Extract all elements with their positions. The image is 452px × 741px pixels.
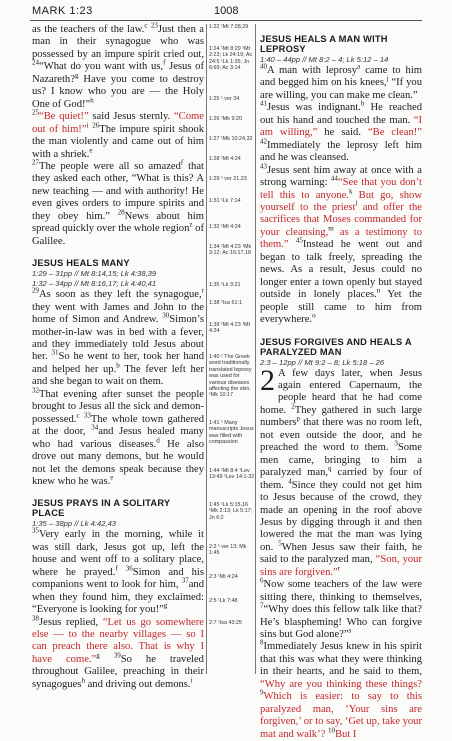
- cross-reference-note: 1:25 ¹ ver 34: [209, 96, 240, 102]
- words-of-jesus: But go, show yourself to the priest: [260, 189, 422, 213]
- verse-marker: f: [163, 58, 166, 67]
- left-text-column: [32, 21, 205, 690]
- cross-reference-note: 2:7 ¹Isa 43:25: [209, 620, 242, 626]
- body-text: Immediately Jesus knew in his spirit that this was what they were thinking in their hearts, and he said to them,: [260, 641, 422, 678]
- cross-reference-note: 1:45 ¹Lk 5:15,16 ¹Mk 2:13; Lk 5:17; Jn 6:2: [209, 502, 253, 521]
- cross-reference-note: 1:24 ¹Mt 8:29 ¹Mt 2:23; Lk 24:19; Ac 24:5 ¹Lk 1:35; Jn 6:69; Ac 3:14: [209, 46, 253, 72]
- body-text: “If you are willing, you can make me clean.”: [260, 77, 422, 101]
- section-heading: JESUS HEALS MANY: [32, 258, 130, 269]
- body-text: Some men came, bringing to him a paralyzed man,: [260, 442, 422, 479]
- verse-marker: 26: [92, 121, 100, 130]
- cross-reference-note: 1:39 ¹Mt 4:23 ¹Mt 4:24: [209, 322, 251, 335]
- parallel-reference: 1:29 – 31pp // Mt 8:14,15; Lk 4:38,39: [32, 269, 157, 279]
- verse-paragraph: [32, 286, 205, 389]
- body-text: The people were all so amazed: [39, 160, 181, 172]
- verse-marker: 44: [330, 174, 338, 183]
- words-of-jesus: as a testimony to them.”: [260, 226, 422, 251]
- verse-paragraph: [32, 158, 204, 248]
- running-head: MARK 1:23: [32, 5, 93, 17]
- verse-marker: 8: [260, 638, 264, 647]
- body-text: Simon and his companions went to look for him,: [32, 566, 204, 591]
- verse-marker: b: [360, 99, 365, 108]
- verse-marker: 39: [113, 651, 121, 660]
- verse-paragraph: [260, 162, 422, 327]
- verse-marker: i: [86, 121, 89, 130]
- words-of-jesus: “Be clean!”: [367, 127, 422, 139]
- verse-marker: f: [180, 158, 184, 167]
- body-text: as the teachers of the law.: [32, 24, 145, 35]
- body-text: and when they found him, they exclaimed: “Everyone is looking for you!”: [32, 579, 204, 616]
- body-text: Instead he went out and began to talk freely, spreading the news. As a result, Jesus could no longer enter a town openly but stayed outside in lonely places.: [260, 239, 422, 301]
- body-text: The fever left her and she began to wait on them.: [32, 363, 205, 388]
- verse-marker: 43: [260, 162, 267, 171]
- body-text: Immediately the leprosy left him and he was cleansed.: [260, 139, 422, 164]
- body-text: Jesus sent him away at once with a strong warning:: [260, 164, 422, 189]
- verse-marker: 36: [125, 564, 133, 573]
- verse-marker: 10: [327, 726, 335, 735]
- words-of-jesus: and offer the sacrifices that Moses commanded for your cleansing,: [260, 201, 422, 238]
- verse-marker: g: [74, 71, 79, 80]
- body-text: Since they could not get him to Jesus because of the crowd, they made an opening in the roof above Jesus by digging through it and then lowered the mat the man was lying on.: [260, 479, 422, 553]
- cross-reference-note: 1:44 ¹Mt 8:4 ¹Lev 13:49 ¹Lev 14:1-32: [209, 468, 255, 481]
- cross-reference-note: 1:31 ¹Lk 7:14: [209, 198, 241, 204]
- verse-marker: 35: [32, 526, 39, 535]
- parallel-reference: 1:40 – 44pp // Mt 8:2 – 4; Lk 5:12 – 14: [260, 55, 389, 64]
- verse-marker: 27: [32, 158, 39, 167]
- cross-reference-note: 1:29 ¹ ver 21,23: [209, 176, 247, 182]
- verse-marker: 40: [260, 62, 267, 71]
- words-of-jesus: “Let us go somewhere else — to the nearby villages — so I can preach there also. That is why I have come.”: [32, 616, 204, 665]
- verse-paragraph: [32, 21, 204, 111]
- verse-marker: 37: [181, 576, 189, 585]
- verse-marker: 38: [32, 614, 39, 623]
- verse-marker: e: [89, 146, 93, 154]
- section-heading: JESUS FORGIVES AND HEALS A PARALYZED MAN: [260, 336, 412, 357]
- body-text: So he traveled throughout Galilee, preaching in their synagogues: [32, 653, 204, 690]
- words-of-jesus: “Come out of him!”: [32, 111, 204, 135]
- body-text: News about him spread quickly over the whole region: [32, 210, 204, 235]
- verse-marker: 31: [51, 348, 59, 357]
- cross-reference-note: 1:34 ¹Mt 4:23 ¹Mk 3:12; Ac 16:17,18: [209, 244, 252, 257]
- body-text: came to him and begged him on his knees,: [260, 65, 422, 89]
- verse-marker: k: [348, 187, 353, 195]
- cross-reference-note: 1:22 ¹Mt 7:28,29: [209, 24, 249, 30]
- body-text: that they asked each other, “What is this? A new teaching — and with authority! He even gives orders to impure spirits and they obey him.”: [32, 160, 204, 222]
- verse-marker: 3: [394, 439, 398, 448]
- verse-marker: 28: [117, 208, 125, 217]
- verse-marker: o: [312, 311, 316, 320]
- body-text: they went with James and John to the home of Simon and Andrew.: [32, 301, 204, 326]
- verse-marker: f: [115, 564, 118, 573]
- verse-marker: m: [328, 224, 334, 233]
- body-text: So he went to her, took her hand and helped her up.: [32, 351, 204, 375]
- verse-paragraph: [32, 108, 204, 161]
- body-text: He also drove out many demons, but he would not let the demons speak because they knew who he was.: [32, 438, 204, 487]
- verse-paragraph: [32, 526, 204, 616]
- verse-marker: 32: [32, 386, 39, 395]
- body-text: of Galilee.: [32, 223, 204, 247]
- cross-reference-note: 2:5 ¹Lk 7:48: [209, 598, 238, 604]
- chapter-number: 2: [260, 363, 275, 397]
- cross-reference-note: 1:40 ¹ The Greek word traditionally translated leprosy was used for various diseases affecting the skin. ¹Mk 10:17: [209, 354, 252, 399]
- body-text: “Why does this fellow talk like that? He’s blaspheming! Who can forgive sins but God alone?”: [260, 604, 422, 641]
- verse-marker: 6: [260, 576, 264, 585]
- verse-marker: g: [163, 601, 168, 610]
- body-text: and Jesus healed many who had various diseases.: [32, 426, 204, 450]
- section-heading: JESUS HEALS A MAN WITH LEPROSY: [260, 34, 388, 54]
- body-text: Jesus replied,: [39, 616, 103, 628]
- body-text: Have you come to destroy us? I know who you are — the Holy One of God!”: [32, 73, 204, 110]
- cross-reference-note: 1:32 ¹Mt 4:24: [209, 224, 241, 230]
- body-text: The whole town gathered at the door,: [32, 413, 204, 438]
- verse-marker: 5: [278, 539, 282, 548]
- verse-marker: h: [81, 676, 85, 685]
- verse-paragraph: [260, 638, 422, 741]
- cross-reference-note: 2:3 ¹Mt 4:24: [209, 574, 238, 580]
- cross-reference-note: 1:26 ¹Mk 9:20: [209, 116, 242, 122]
- header-rule: [30, 20, 422, 21]
- verse-marker: 29: [32, 286, 39, 295]
- verse-marker: i: [190, 676, 193, 685]
- cross-reference-column: [206, 24, 256, 674]
- body-text: Very early in the morning, while it was still dark, Jesus got up, left the house and went off to a solitary place, where he prayed.: [32, 529, 204, 578]
- verse-marker: b: [116, 361, 120, 370]
- words-of-jesus: “Be quiet!”: [39, 111, 89, 123]
- verse-paragraph: [260, 62, 422, 102]
- verse-marker: j: [386, 74, 389, 83]
- verse-marker: 2: [291, 402, 295, 411]
- body-text: They gathered in such large numbers: [260, 404, 422, 429]
- verse-marker: 24: [32, 58, 39, 67]
- words-of-jesus: “See that you don’t tell this to anyone.: [260, 177, 422, 201]
- verse-marker: l: [355, 199, 358, 208]
- cross-reference-note: 1:28 ¹Mt 4:24: [209, 156, 241, 162]
- verse-marker: s: [348, 626, 352, 635]
- body-text: Yet the people still came to him from everywhere.: [260, 289, 422, 326]
- verse-marker: 30: [162, 311, 170, 320]
- verse-marker: a: [357, 62, 361, 71]
- verse-marker: 33: [83, 411, 91, 420]
- verse-marker: c: [144, 21, 148, 30]
- section-heading: JESUS PRAYS IN A SOLITARY PLACE: [32, 498, 171, 519]
- body-text: [118, 567, 126, 578]
- body-text: As soon as they left the synagogue,: [39, 289, 202, 301]
- verse-marker: g: [96, 651, 100, 660]
- words-of-jesus: But I: [334, 728, 357, 740]
- verse-marker: 42: [260, 137, 267, 146]
- verse-paragraph: [260, 576, 422, 641]
- words-of-jesus: “Why are you thinking these things?: [260, 678, 422, 690]
- verse-marker: 34: [91, 423, 99, 432]
- words-of-jesus: “I am willing,”: [260, 114, 422, 139]
- right-text-column: [260, 24, 422, 740]
- verse-marker: r: [337, 564, 341, 573]
- verse-marker: 45: [295, 236, 303, 245]
- body-text: Now some teachers of the law were sitting there, thinking to themselves,: [260, 579, 422, 603]
- parallel-reference: 1:35 – 38pp // Lk 4:42,43: [32, 519, 117, 529]
- body-text: and driving out demons.: [84, 678, 191, 690]
- body-text: Jesus of Nazareth?: [32, 61, 204, 85]
- verse-marker: z: [189, 220, 193, 229]
- verse-marker: p: [296, 414, 300, 423]
- cross-reference-note: 1:35 ¹Lk 3:21: [209, 282, 241, 288]
- verse-marker: h: [90, 96, 94, 105]
- verse-marker: d: [156, 436, 160, 445]
- chapter-paragraph: [260, 363, 422, 580]
- verse-marker: 9: [260, 688, 264, 697]
- body-text: Simon’s mother-in-law was in bed with a fever, and they immediately told Jesus about her.: [32, 314, 204, 363]
- body-text: The impure spirit shook the man violently and came out of him with a shriek.: [32, 123, 204, 160]
- body-text: he said.: [317, 127, 368, 139]
- body-text: “What do you want with us,: [39, 61, 164, 73]
- body-text: Jesus was indignant.: [267, 102, 361, 114]
- body-text: carried by four of them.: [260, 467, 422, 491]
- cross-reference-note: 1:41 ¹ Many manuscripts Jesus was filled with compassion: [209, 420, 254, 446]
- cross-reference-note: 1:38 ¹Isa 61:1: [209, 300, 242, 306]
- cross-reference-note: 2:2 ¹ ver 13; Mk 1:45: [209, 544, 247, 557]
- verse-marker: c: [76, 411, 80, 420]
- body-text: He reached out his hand and touched the man.: [260, 102, 422, 126]
- verse-marker: 7: [260, 601, 264, 610]
- body-text: [289, 239, 296, 250]
- parallel-reference: 1:32 – 34pp // Mt 8:16,17; Lk 4:40,41: [32, 279, 157, 289]
- words-of-jesus: Which is easier: to say to this paralyzed man, ‘Your sins are forgiven,’ or to say, ‘Get up, take your mat and walk’?: [260, 691, 422, 740]
- body-text: A few days later, when Jesus again entered Capernaum, the people heard that he had come home.: [260, 367, 422, 416]
- verse-paragraph: [32, 386, 204, 489]
- body-text: A man with leprosy: [267, 65, 358, 76]
- parallel-reference: 2:3 – 12pp // Mt 9:2 – 8; Lk 5:18 – 26: [260, 357, 385, 367]
- verse-marker: e: [110, 473, 114, 482]
- verse-paragraph: [32, 614, 204, 692]
- body-text: When Jesus saw their faith, he said to the paralyzed man,: [260, 541, 422, 566]
- verse-marker: 23: [150, 21, 158, 30]
- verse-marker: 41: [260, 99, 267, 108]
- cross-reference-note: 1:27 ¹Mk 10:24,32: [209, 136, 253, 142]
- body-text: That evening after sunset the people brought to Jesus all the sick and demon-possessed.: [32, 388, 204, 425]
- body-text: said Jesus sternly.: [88, 111, 174, 123]
- verse-marker: 4: [288, 477, 292, 486]
- verse-marker: q: [328, 464, 332, 473]
- body-text: [100, 654, 114, 665]
- body-text: that there was no room left, not even outside the door, and he preached the word to them.: [260, 417, 422, 454]
- words-of-jesus: “Son, your sins are forgiven.”: [260, 554, 422, 578]
- verse-marker: 25: [32, 108, 39, 117]
- page-number: 1008: [214, 5, 239, 17]
- verse-marker: n: [376, 286, 381, 295]
- verse-marker: r: [201, 286, 204, 295]
- verse-paragraph: [260, 99, 422, 164]
- body-text: Just then a man in their synagogue who was possessed by an impure spirit cried out,: [32, 24, 204, 60]
